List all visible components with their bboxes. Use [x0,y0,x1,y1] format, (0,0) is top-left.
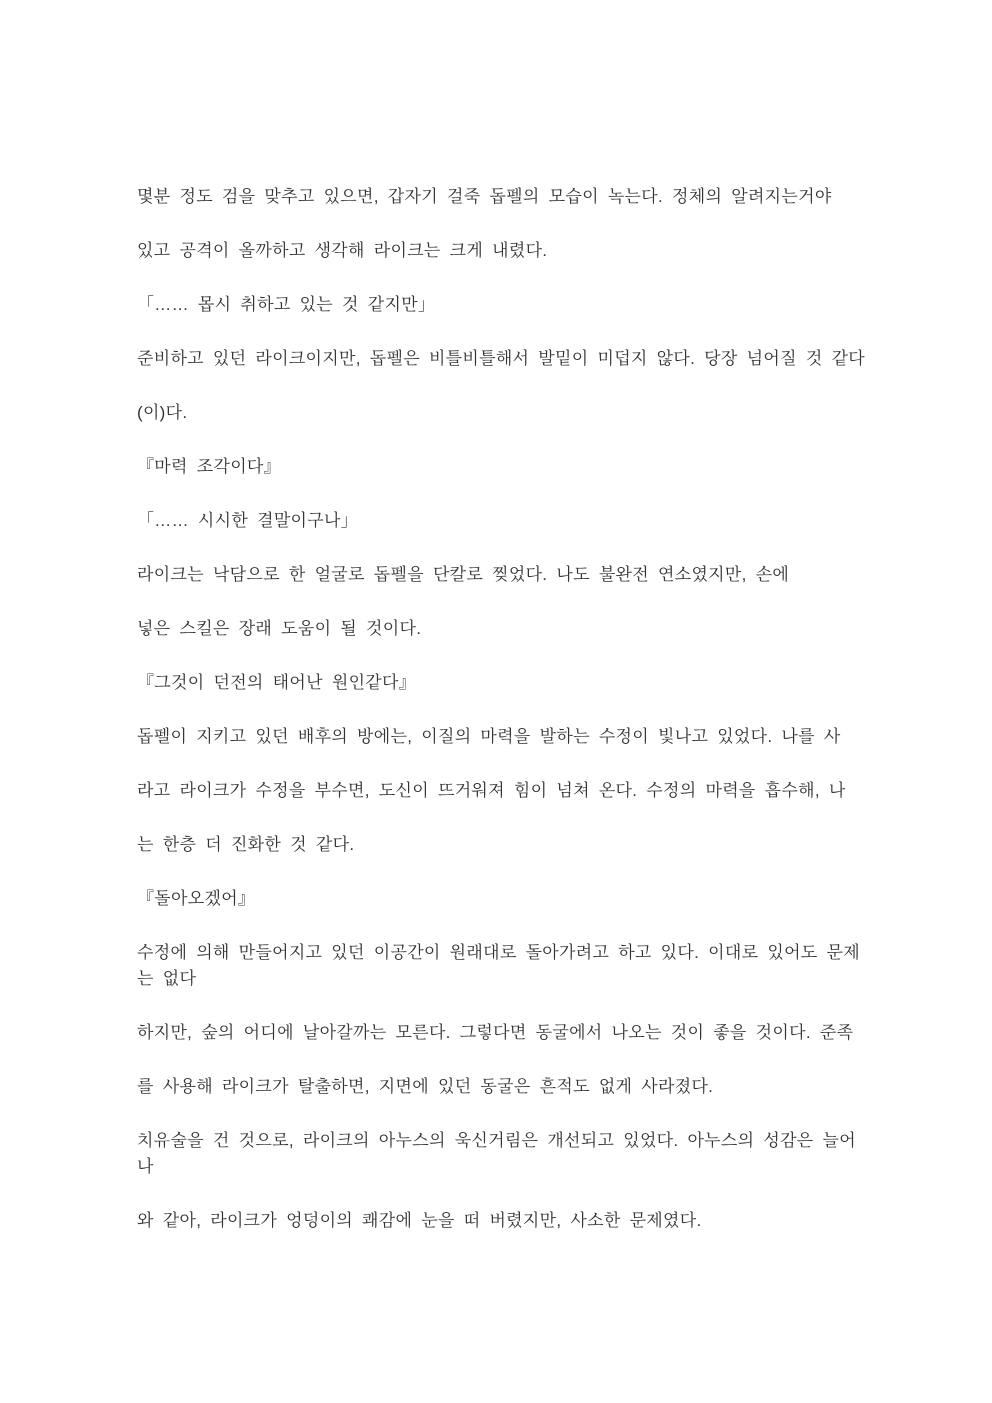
paragraph-line: (이)다. [137,403,188,422]
paragraph-line: 『그것이 던전의 태어난 원인같다』 [137,673,417,692]
paragraph-line: 준비하고 있던 라이크이지만, 돕펠은 비틀비틀해서 발밑이 미덥지 않다. 당장 넘어질 것 같다 [137,349,866,368]
paragraph-line: 하지만, 숲의 어디에 날아갈까는 모른다. 그렇다면 동굴에서 나오는 것이 좋을 것이다. 준족 [137,1023,854,1042]
paragraph-line: 수정에 의해 만들어지고 있던 이공간이 원래대로 돌아가려고 하고 있다. 이대로 있어도 문제 [137,943,860,962]
paragraph-line: 있고 공격이 올까하고 생각해 라이크는 크게 내렸다. [137,241,548,260]
paragraph-line: 를 사용해 라이크가 탈출하면, 지면에 있던 동굴은 흔적도 없게 사라졌다. [137,1077,714,1096]
paragraph-line: 넣은 스킬은 장래 도움이 될 것이다. [137,619,422,638]
paragraph-line: 는 한층 더 진화한 것 같다. [137,835,355,854]
paragraph-line: 와 같아, 라이크가 엉덩이의 쾌감에 눈을 떠 버렸지만, 사소한 문제였다. [137,1211,702,1230]
paragraph-line: 라고 라이크가 수정을 부수면, 도신이 뜨거워져 힘이 넘쳐 온다. 수정의 마력을 흡수해, 나 [137,781,846,800]
paragraph-line: 돕펠이 지키고 있던 배후의 방에는, 이질의 마력을 발하는 수정이 빛나고 있었다. 나를 사 [137,727,841,746]
paragraph-line: 나 [137,1157,154,1176]
paragraph-line: 라이크는 낙담으로 한 얼굴로 돕펠을 단칼로 찢었다. 나도 불완전 연소였지만, 손에 [137,565,790,584]
paragraph-line: 몇분 정도 검을 맞추고 있으면, 갑자기 걸죽 돕펠의 모습이 녹는다. 정체의 알려지는거야 [137,187,832,206]
paragraph-line: 「…… 시시한 결말이구나」 [137,511,359,530]
paragraph-line: 는 없다 [137,969,197,988]
paragraph-line: 「…… 몹시 취하고 있는 것 같지만」 [137,295,436,314]
paragraph-line: 『돌아오겠어』 [137,889,256,908]
paragraph-line: 치유술을 건 것으로, 라이크의 아누스의 욱신거림은 개선되고 있었다. 아누스의 성감은 늘어 [137,1131,856,1150]
paragraph-line: 『마력 조각이다』 [137,457,281,476]
